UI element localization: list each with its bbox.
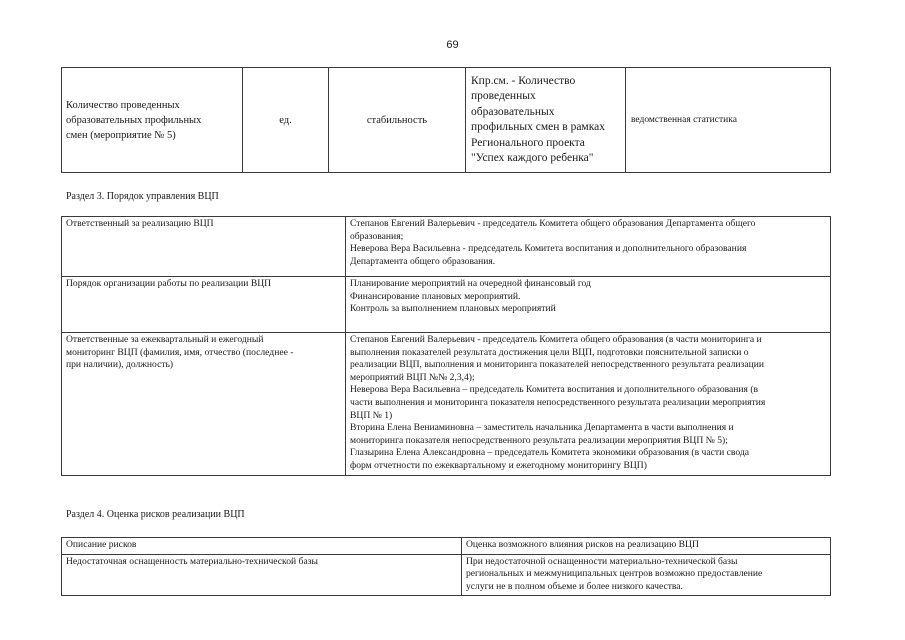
management-row-responsible xyxy=(62,217,831,277)
management-row-organization xyxy=(62,277,831,333)
row-label xyxy=(62,217,346,277)
risk-description xyxy=(62,554,462,596)
impact-line: услуги не в полном объеме и более низкого качества. xyxy=(466,580,683,592)
risk-line: Недостаточная оснащенность материально-технической базы xyxy=(66,555,318,567)
content-line: Неверова Вера Васильевна – председатель Комитета воспитания и дополнительного образования (в xyxy=(350,384,759,396)
content-line: Финансирование плановых мероприятий. xyxy=(350,290,521,302)
indicator-name-line: образовательных профильных xyxy=(66,114,202,126)
content-line: выполнения показателей результата достижения цели ВЦП, подготовки пояснительной записки о xyxy=(350,346,749,358)
content-line: мониторинга показателя непосредственного результата реализации мероприятия ВЦП № 5); xyxy=(350,434,728,446)
content-line: Планирование мероприятий на очередной финансовый год xyxy=(350,278,591,289)
impact-line: региональных и межмуниципальных центров возможно предоставление xyxy=(466,568,763,580)
indicator-name-cell xyxy=(62,68,243,173)
row-content xyxy=(346,217,831,277)
content-line: Степанов Евгений Валерьевич - председатель Комитета общего образования (в части мониторинга и xyxy=(350,334,762,345)
label-line: Порядок организации работы по реализации ВЦП xyxy=(66,278,272,289)
content-line: образования; xyxy=(350,230,404,242)
indicator-table xyxy=(61,67,831,173)
management-table xyxy=(61,216,831,476)
content-line: ВЦП № 1) xyxy=(350,409,393,421)
label-line: мониторинг ВЦП (фамилия, имя, отчество (последнее - xyxy=(66,346,294,358)
row-label xyxy=(62,277,346,333)
row-content xyxy=(346,277,831,333)
risk-row xyxy=(62,554,831,596)
data-source-cell: ведомственная статистика xyxy=(626,68,831,173)
risk-header-row xyxy=(62,538,831,555)
section-3-title: Раздел 3. Порядок управления ВЦП xyxy=(66,191,219,202)
content-line: Степанов Евгений Валерьевич - председатель Комитета общего образования Департамента общего xyxy=(350,218,756,229)
risk-header-description: Описание рисков xyxy=(62,538,462,555)
content-line: Глазырина Елена Александровна – председатель Комитета экономики образования (в части свода xyxy=(350,447,750,459)
risk-table xyxy=(61,537,831,596)
row-label xyxy=(62,333,346,476)
risk-impact xyxy=(462,554,831,596)
content-line: Вторина Елена Вениаминовна – заместитель начальника Департамента в части выполнения и xyxy=(350,422,734,434)
row-content xyxy=(346,333,831,476)
indicator-row xyxy=(62,68,831,173)
formula-line: "Успех каждого ребенка" xyxy=(471,152,594,164)
formula-line: проведенных xyxy=(471,90,536,102)
label-line: Ответственный за реализацию ВЦП xyxy=(66,218,214,229)
content-line: мероприятий ВЦП №№ 2,3,4); xyxy=(350,371,475,383)
trend-cell: стабильность xyxy=(329,68,466,173)
content-line: Контроль за выполнением плановых мероприятий xyxy=(350,303,556,315)
unit-cell: ед. xyxy=(243,68,329,173)
indicator-name-line: смен (мероприятие № 5) xyxy=(66,129,176,141)
content-line: Неверова Вера Васильевна - председатель Комитета воспитания и дополнительного образования xyxy=(350,243,747,255)
formula-description-cell xyxy=(466,68,626,173)
formula-line: профильных смен в рамках xyxy=(471,121,605,133)
label-line: Ответственные за ежеквартальный и ежегодный xyxy=(66,334,264,345)
indicator-name-line: Количество проведенных xyxy=(66,99,180,111)
formula-line: Регионального проекта xyxy=(471,136,585,149)
section-4-title: Раздел 4. Оценка рисков реализации ВЦП xyxy=(66,509,245,520)
page-number: 69 xyxy=(446,39,459,51)
content-line: форм отчетности по ежеквартальному и ежегодному мониторингу ВЦП) xyxy=(350,459,647,471)
label-line: при наличии), должность) xyxy=(66,359,174,371)
content-line: Департамента общего образования. xyxy=(350,255,496,267)
management-row-monitoring xyxy=(62,333,831,476)
content-line: реализации ВЦП, выполнения и мониторинга показателей непосредственного результата реализации xyxy=(350,359,764,371)
formula-line: Кпр.см. - Количество xyxy=(471,74,576,87)
risk-header-impact: Оценка возможного влияния рисков на реализацию ВЦП xyxy=(462,538,831,555)
content-line: части выполнения и мониторинга показателя непосредственного результата реализации мероприятия xyxy=(350,396,766,408)
formula-line: образовательных xyxy=(471,105,555,118)
impact-line: При недостаточной оснащенности материально-технической базы xyxy=(466,555,738,567)
